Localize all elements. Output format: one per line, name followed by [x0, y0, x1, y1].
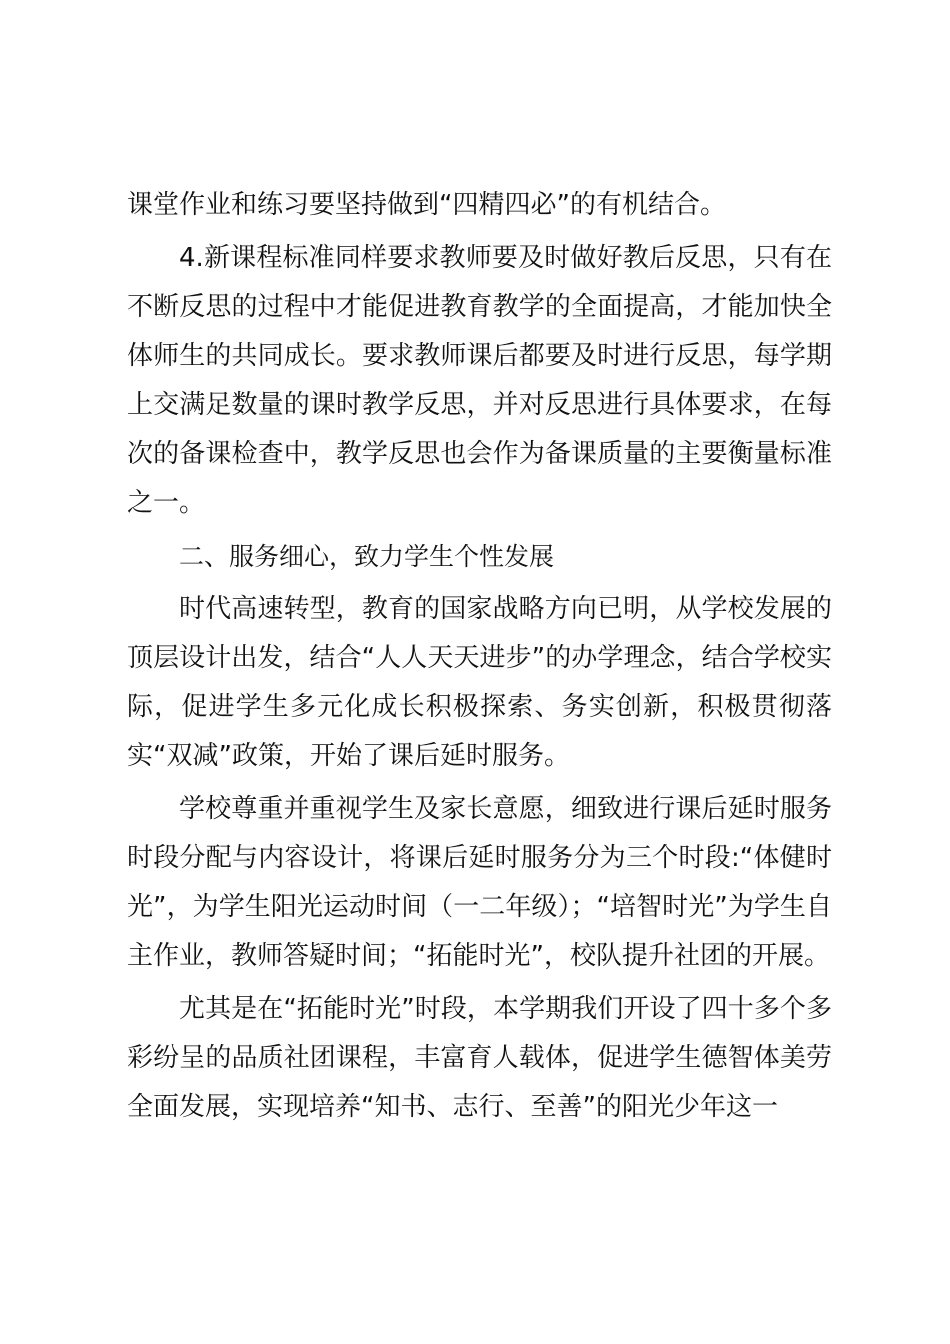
- document-body: [127, 181, 832, 1132]
- paragraph-time-slots: 学校尊重并重视学生及家长意愿，细致进行课后延时服务时段分配与内容设计，将课后延时服务分为三个时段:“体健时光”，为学生阳光运动时间（一二年级）；“培智时光”为学生自主作业，教师答疑时间；“拓能时光”，校队提升社团的开展。: [127, 794, 832, 971]
- paragraph-after-school-service: 时代高速转型，教育的国家战略方向已明，从学校发展的顶层设计出发，结合“人人天天进步”的办学理念，结合学校实际，促进学生多元化成长积极探索、务实创新，积极贯彻落实“双减”政策，开始了课后延时服务。: [127, 594, 832, 771]
- paragraph-club-courses: 尤其是在“拓能时光”时段，本学期我们开设了四十多个多彩纷呈的品质社团课程，丰富育人载体，促进学生德智体美劳全面发展，实现培养“知书、志行、至善”的阳光少年这一: [127, 994, 832, 1122]
- paragraph-continuation: 课堂作业和练习要坚持做到“四精四必”的有机结合。: [127, 190, 726, 220]
- paragraph-teaching-reflection: 4.新课程标准同样要求教师要及时做好教后反思，只有在不断反思的过程中才能促进教育教学的全面提高，才能加快全体师生的共同成长。要求教师课后都要及时进行反思，每学期上交满足数量的课时教学反思，并对反思进行具体要求，在每次的备课检查中，教学反思也会作为备课质量的主要衡量标准之一。: [127, 243, 832, 518]
- section-heading: 二、服务细心，致力学生个性发展: [179, 542, 555, 571]
